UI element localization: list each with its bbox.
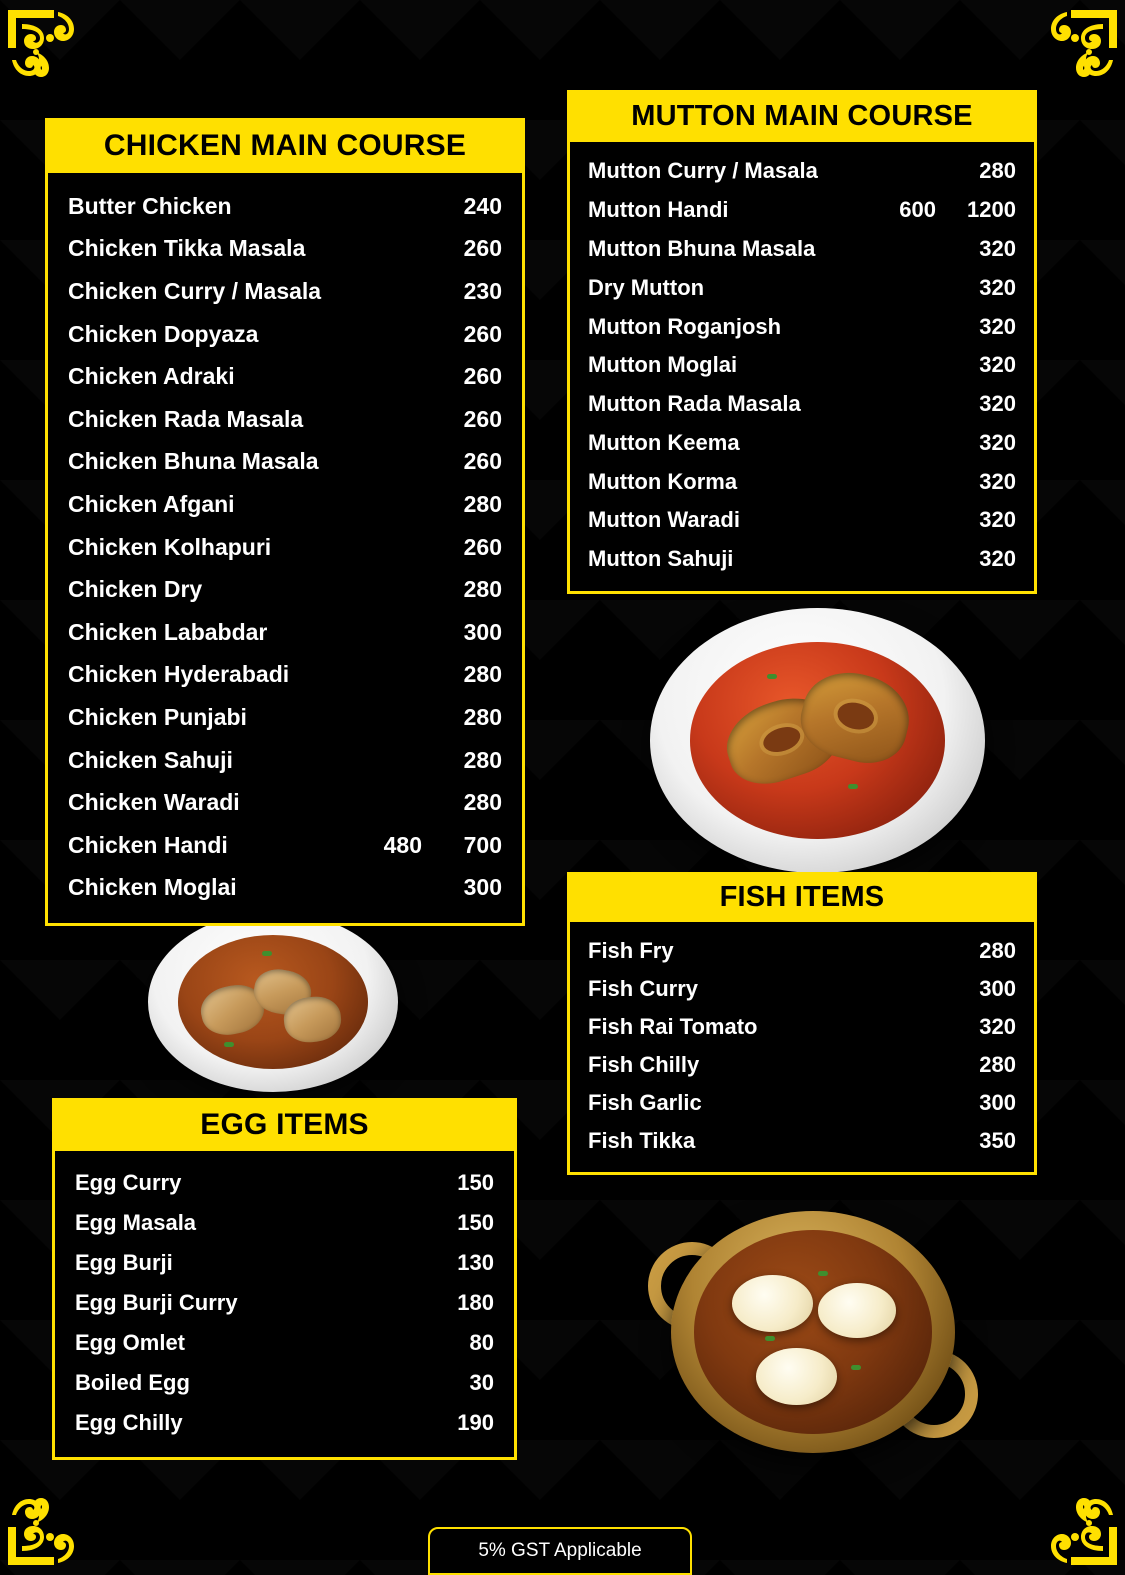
egg-curry-photo [648, 1200, 978, 1475]
item-name: Chicken Adraki [68, 363, 235, 390]
item-name: Mutton Curry / Masala [588, 158, 818, 184]
item-name: Mutton Roganjosh [588, 313, 782, 339]
menu-item-row [75, 1203, 494, 1243]
item-name: Mutton Bhuna Masala [588, 235, 816, 261]
kadai-pan [671, 1211, 955, 1453]
item-name: Fish Chilly [588, 1052, 700, 1077]
item-price: 240 [463, 192, 502, 219]
menu-item-row [68, 824, 502, 867]
menu-item-row [588, 346, 1016, 385]
item-price: 300 [463, 618, 502, 645]
menu-item-row [68, 739, 502, 782]
menu-item-row [588, 1046, 1016, 1084]
item-name: Chicken Rada Masala [68, 405, 304, 432]
item-price: 260 [463, 235, 502, 262]
item-name: Chicken Tikka Masala [68, 235, 306, 262]
menu-item-row [68, 398, 502, 441]
menu-item-row [588, 932, 1016, 970]
item-price: 350 [979, 1128, 1016, 1153]
item-price: 700 [463, 831, 502, 858]
section-title-egg: EGG ITEMS [52, 1098, 517, 1151]
item-price: 260 [463, 363, 502, 390]
item-price: 280 [463, 789, 502, 816]
item-price: 320 [979, 352, 1016, 378]
coriander-garnish [767, 674, 777, 679]
menu-item-row [68, 355, 502, 398]
menu-item-row [588, 307, 1016, 346]
menu-item-row [588, 970, 1016, 1008]
item-price: 30 [469, 1370, 494, 1395]
corner-ornament-top-right-icon [1007, 8, 1119, 94]
item-name: Chicken Lababdar [68, 618, 268, 645]
item-price: 260 [463, 320, 502, 347]
coriander-garnish [848, 784, 858, 789]
item-name: Chicken Dopyaza [68, 320, 259, 347]
item-price: 300 [979, 976, 1016, 1001]
item-price: 280 [463, 661, 502, 688]
item-price: 150 [457, 1170, 494, 1195]
section-items-fish [567, 922, 1037, 1175]
item-name: Fish Rai Tomato [588, 1014, 758, 1039]
menu-item-row [588, 1122, 1016, 1160]
menu-item-row [68, 270, 502, 313]
item-name: Mutton Keema [588, 429, 740, 455]
fish-curry-photo [650, 608, 985, 873]
item-price: 320 [979, 507, 1016, 533]
item-price: 280 [463, 703, 502, 730]
item-price: 130 [457, 1250, 494, 1275]
item-price: 280 [463, 576, 502, 603]
item-price: 260 [463, 448, 502, 475]
item-name: Chicken Waradi [68, 789, 240, 816]
item-name: Egg Masala [75, 1210, 197, 1235]
item-alt-price: 600 [899, 197, 936, 223]
menu-item-row [75, 1403, 494, 1443]
item-alt-price: 480 [383, 831, 422, 858]
section-items-mutton [567, 142, 1037, 594]
item-name: Chicken Hyderabadi [68, 661, 290, 688]
menu-item-row [588, 423, 1016, 462]
item-name: Chicken Dry [68, 576, 203, 603]
item-price: 320 [979, 546, 1016, 572]
corner-ornament-top-left-icon [6, 8, 118, 94]
menu-item-row [68, 781, 502, 824]
section-mutton-main-course [567, 90, 1037, 594]
chicken-curry-photo [148, 912, 398, 1092]
item-price: 300 [463, 874, 502, 901]
menu-item-row [68, 568, 502, 611]
item-price: 280 [979, 158, 1016, 184]
coriander-garnish [851, 1365, 861, 1370]
item-price: 1200 [967, 197, 1016, 223]
menu-item-row [75, 1163, 494, 1203]
menu-item-row [68, 867, 502, 910]
item-name: Dry Mutton [588, 274, 705, 300]
menu-item-row [68, 526, 502, 569]
item-price: 150 [457, 1210, 494, 1235]
menu-item-row [75, 1283, 494, 1323]
menu-item-row [68, 696, 502, 739]
item-price: 280 [979, 1052, 1016, 1077]
item-name: Egg Burji Curry [75, 1290, 238, 1315]
item-price: 320 [979, 235, 1016, 261]
item-name: Chicken Kolhapuri [68, 533, 272, 560]
item-price: 230 [463, 277, 502, 304]
gst-note [428, 1527, 692, 1575]
menu-item-row [588, 385, 1016, 424]
item-price: 320 [979, 391, 1016, 417]
menu-item-row [588, 268, 1016, 307]
item-name: Chicken Curry / Masala [68, 277, 322, 304]
section-fish-items [567, 872, 1037, 1175]
item-name: Butter Chicken [68, 192, 232, 219]
menu-item-row [588, 501, 1016, 540]
menu-item-row [588, 152, 1016, 191]
section-title-chicken: CHICKEN MAIN COURSE [45, 118, 525, 173]
item-price: 260 [463, 533, 502, 560]
section-egg-items [52, 1098, 517, 1460]
item-name: Mutton Moglai [588, 352, 738, 378]
item-name: Chicken Sahuji [68, 746, 233, 773]
item-name: Chicken Bhuna Masala [68, 448, 319, 475]
corner-ornament-bottom-right-icon [1007, 1481, 1119, 1567]
item-name: Egg Omlet [75, 1330, 186, 1355]
item-name: Mutton Handi [588, 197, 729, 223]
item-name: Fish Fry [588, 938, 674, 963]
item-name: Fish Garlic [588, 1090, 702, 1115]
section-items-egg [52, 1151, 517, 1460]
menu-item-row [68, 654, 502, 697]
menu-item-row [588, 1084, 1016, 1122]
menu-item-row [68, 483, 502, 526]
item-name: Chicken Punjabi [68, 703, 247, 730]
item-price: 320 [979, 429, 1016, 455]
item-price: 300 [979, 1090, 1016, 1115]
fish-piece-hole [835, 699, 877, 733]
item-name: Chicken Handi [68, 831, 228, 858]
menu-item-row [75, 1323, 494, 1363]
menu-item-row [588, 462, 1016, 501]
item-price: 190 [457, 1410, 494, 1435]
menu-item-row [588, 540, 1016, 579]
boiled-egg-half [732, 1275, 813, 1332]
item-price: 280 [979, 938, 1016, 963]
coriander-garnish [224, 1042, 234, 1047]
item-name: Fish Tikka [588, 1128, 696, 1153]
gst-note-text: 5% GST Applicable [478, 1540, 642, 1561]
item-name: Egg Curry [75, 1170, 182, 1195]
item-name: Boiled Egg [75, 1370, 190, 1395]
menu-item-row [68, 611, 502, 654]
item-name: Egg Burji [75, 1250, 173, 1275]
item-price: 280 [463, 746, 502, 773]
section-title-fish: FISH ITEMS [567, 872, 1037, 922]
section-title-mutton: MUTTON MAIN COURSE [567, 90, 1037, 142]
menu-item-row [68, 441, 502, 484]
fish-piece-hole [760, 723, 803, 757]
item-price: 280 [463, 490, 502, 517]
item-price: 320 [979, 274, 1016, 300]
menu-item-row [68, 313, 502, 356]
menu-item-row [68, 185, 502, 228]
menu-item-row [588, 191, 1016, 230]
item-name: Mutton Sahuji [588, 546, 734, 572]
item-price: 320 [979, 1014, 1016, 1039]
boiled-egg-half [756, 1348, 837, 1405]
item-price: 320 [979, 468, 1016, 494]
item-price: 80 [469, 1330, 494, 1355]
boiled-egg-half [818, 1283, 897, 1338]
item-name: Egg Chilly [75, 1410, 183, 1435]
menu-item-row [68, 228, 502, 271]
item-price: 180 [457, 1290, 494, 1315]
menu-item-row [588, 1008, 1016, 1046]
corner-ornament-bottom-left-icon [6, 1481, 118, 1567]
section-items-chicken [45, 173, 525, 926]
item-price: 320 [979, 313, 1016, 339]
item-name: Mutton Rada Masala [588, 391, 801, 417]
section-chicken-main-course [45, 118, 525, 926]
bowl-gravy [178, 935, 368, 1068]
item-name: Chicken Moglai [68, 874, 237, 901]
bowl-gravy [690, 642, 945, 838]
coriander-garnish [818, 1271, 828, 1276]
item-name: Mutton Waradi [588, 507, 740, 533]
item-name: Chicken Afgani [68, 490, 235, 517]
menu-item-row [75, 1243, 494, 1283]
coriander-garnish [765, 1336, 775, 1341]
kadai-gravy [694, 1230, 932, 1433]
item-price: 260 [463, 405, 502, 432]
coriander-garnish [262, 951, 272, 956]
menu-item-row [588, 230, 1016, 269]
item-name: Mutton Korma [588, 468, 738, 494]
item-name: Fish Curry [588, 976, 699, 1001]
menu-item-row [75, 1363, 494, 1403]
